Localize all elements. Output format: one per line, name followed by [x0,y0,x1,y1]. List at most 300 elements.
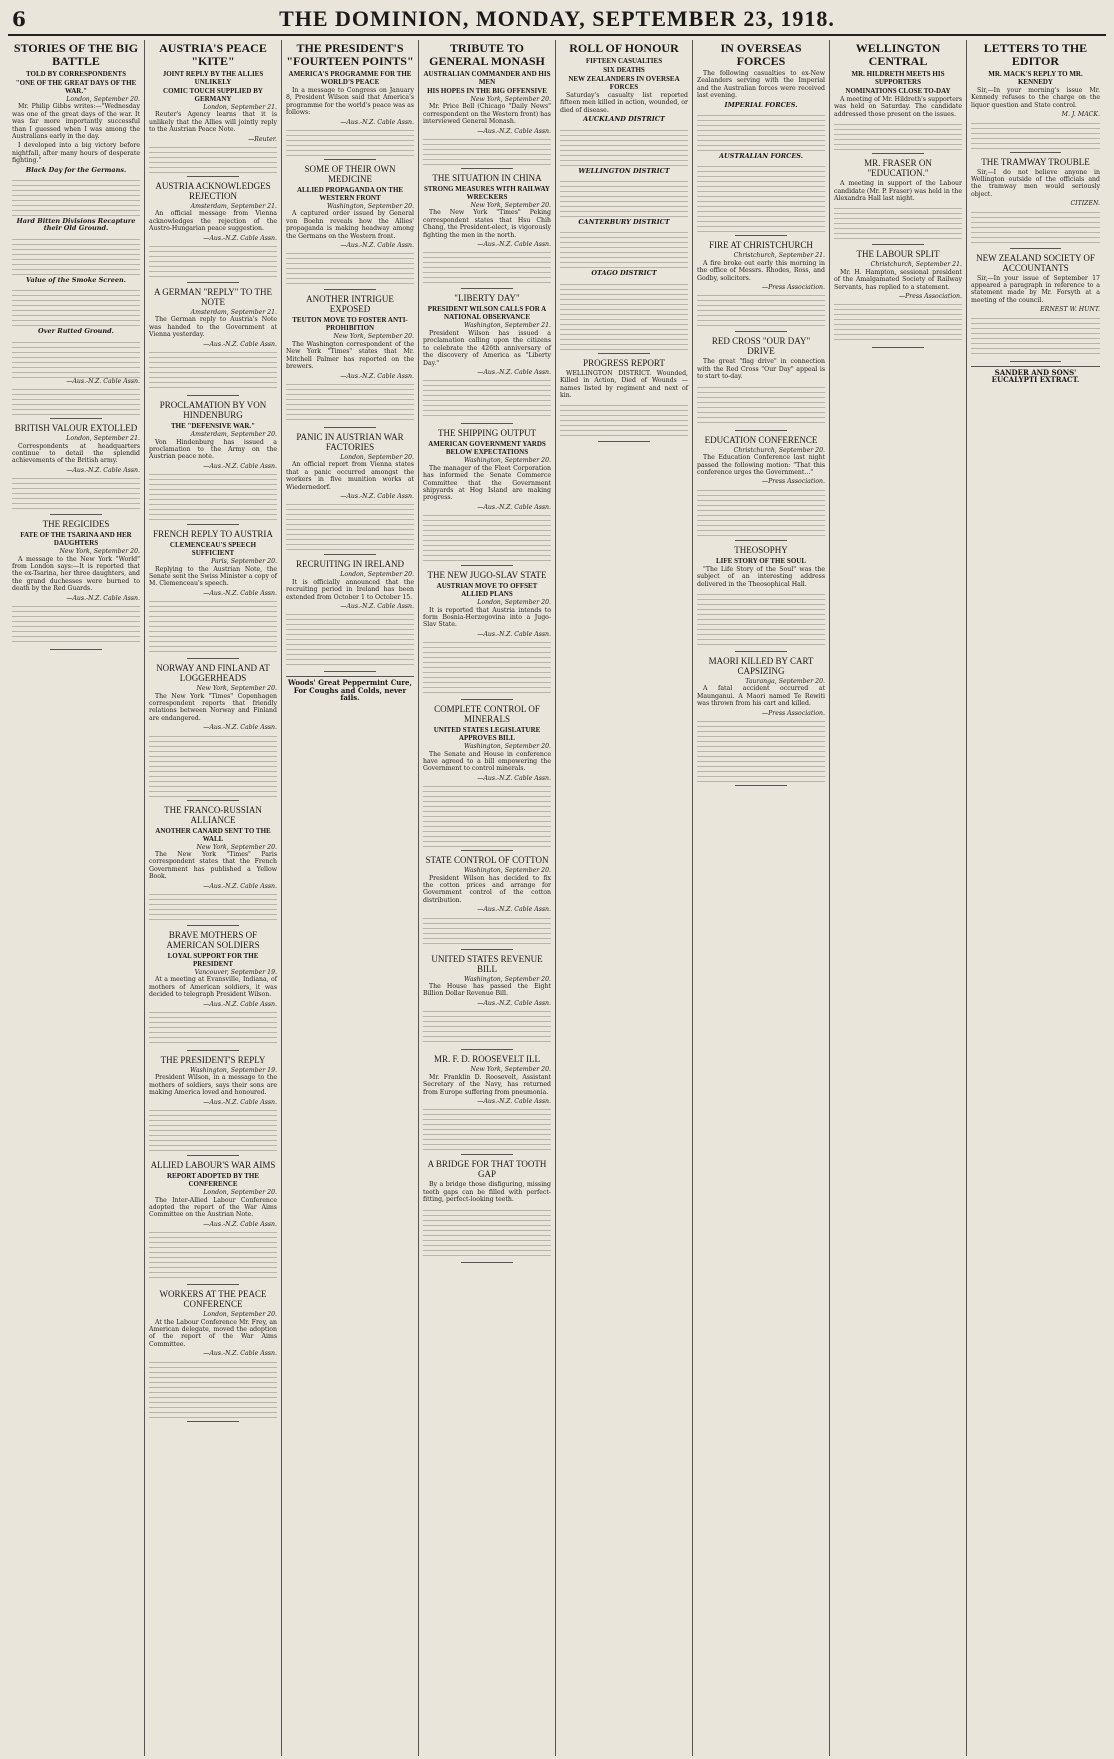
article-credit: —Aus.-N.Z. Cable Assn. [66,377,140,385]
article-subhead: FATE OF THE TSARINA AND HER DAUGHTERS [20,531,132,548]
article [423,954,551,1051]
article-divider [461,423,512,424]
article-headline: IN OVERSEAS FORCES [720,41,802,68]
article-dateline: New York, September 20. [470,202,551,210]
article-divider [187,395,238,396]
article-headline: THE PRESIDENT'S "FOURTEEN POINTS" [286,41,414,68]
article-paragraph: A fire broke out early this morning in the office of Messrs. Rhodes, Ross, and Godby, solicitors. [697,259,825,282]
article [697,240,825,332]
article-divider [187,1284,238,1285]
article-paragraph: Reuter's Agency learns that it is unlikely that the Allies will jointly reply to the Austrian Peace Note. [149,111,277,134]
article-dateline: Christchurch, September 21. [870,261,962,269]
article [697,42,825,236]
illegible-text [697,717,825,782]
article-dateline: Washington, September 20. [464,457,551,465]
illegible-text [560,228,688,268]
article-paragraph: It is reported that Austria intends to form Bosnia-Herzegovina into a Jugo-Slav State. [423,606,551,629]
illegible-text [697,202,825,232]
article-divider [872,347,923,348]
article-paragraph: At a meeting at Evansville, Indiana, of mothers of American soldiers, it was decided to telegraph President Wilson. [149,976,277,999]
article-credit: —Aus.-N.Z. Cable Assn. [203,462,277,470]
article-side-head: Value of the Smoke Screen. [26,275,126,284]
article-divider [187,524,238,525]
article-credit: —Aus.-N.Z. Cable Assn. [340,242,414,250]
article-paragraph: An official report from Vienna states that a panic occurred amongst the workers in five munition works at Wiedernedorf. [286,461,414,491]
article-credit: —Aus.-N.Z. Cable Assn. [340,118,414,126]
article [834,42,962,154]
article-credit: —Aus.-N.Z. Cable Assn. [340,372,414,380]
article-subhead: AMERICAN GOVERNMENT YARDS BELOW EXPECTATIONS [428,440,546,457]
article [423,173,551,289]
article-paragraph: A captured order issued by General von Boehn reveals how the Allies' propaganda is making headway among the Germans on the Western front. [286,210,414,240]
article-divider [324,671,375,672]
article-credit: —Aus.-N.Z. Cable Assn. [203,724,277,732]
article-side-head: OTAGO DISTRICT [591,269,657,278]
article-dateline: London, September 20. [477,599,551,607]
article-headline: LETTERS TO THE EDITOR [983,41,1088,68]
article [834,158,962,245]
article-signature: ERNEST W. HUNT. [1040,306,1100,314]
article-paragraph: The Inter-Allied Labour Conference adopted the report of the War Aims Committee on the Austrian Note. [149,1196,277,1219]
article-headline: PROCLAMATION BY VON HINDENBURG [159,400,267,421]
article-credit: —Aus.-N.Z. Cable Assn. [203,340,277,348]
page-number: 6 [12,7,26,31]
article-dateline: Washington, September 20. [464,743,551,751]
article-credit: —Aus.-N.Z. Cable Assn. [203,1000,277,1008]
article-paragraph: President Wilson has decided to fix the cotton prices and arrange for Government control of the cotton distribution. [423,874,551,904]
illegible-text [423,638,551,696]
masthead [8,6,1106,36]
article-divider [187,925,238,926]
illegible-text [149,890,277,922]
article [149,1055,277,1156]
article-paragraph: Mr. Price Bell (Chicago "Daily News" correspondent on the Western front) has interviewed General Monash. [423,103,551,126]
article-dateline: London, September 20. [340,453,414,461]
article [423,1159,551,1262]
illegible-text [423,782,551,847]
article-subhead: JOINT REPLY BY THE ALLIES UNLIKELY [162,70,264,86]
article-divider [1010,248,1062,249]
article-paragraph: An official message from Vienna acknowledges the rejection of the Austro-Hungarian peace suggestion. [149,210,277,233]
columns [8,40,1106,1756]
article [149,529,277,659]
illegible-text [560,320,688,350]
illegible-text [697,590,825,648]
article-divider [461,288,512,289]
article-credit: —Aus.-N.Z. Cable Assn. [477,127,551,135]
illegible-text [149,597,277,655]
article-divider [461,1049,512,1050]
article-headline: SOME OF THEIR OWN MEDICINE [304,164,396,185]
article-credit: —Aus.-N.Z. Cable Assn. [340,602,414,610]
article-dateline: New York, September 20. [333,333,414,341]
article-credit: —Press Association. [761,478,825,486]
article-headline: STATE CONTROL OF COTTON [425,855,549,866]
article-divider [187,1421,238,1422]
illegible-text [697,486,825,537]
article-paragraph: A message to the New York "World" from London says:—It is reported that the ex-Tsarina, her three daughters, and the grand duchesses were burned to death by the Red Guards. [12,555,140,593]
article-side-head: AUSTRALIAN FORCES. [718,152,804,161]
article-paragraph: Von Hindenburg has issued a proclamation to the Army on the Austrian peace note. [149,438,277,461]
article-paragraph: Replying to the Austrian Note, the Senate sent the Swiss Minister a copy of M. Clemenceau's speech. [149,565,277,588]
article-divider [872,153,923,154]
article-divider [1010,152,1062,153]
article-subhead: PRESIDENT WILSON CALLS FOR A NATIONAL OBSERVANCE [427,305,547,322]
article-subhead: ANOTHER CANARD SENT TO THE WALL [155,826,271,843]
illegible-text [423,248,551,285]
article-subhead: AMERICA'S PROGRAMME FOR THE WORLD'S PEACE [288,70,412,86]
article-headline: AUSTRIA'S PEACE "KITE" [159,41,267,68]
illegible-text [12,235,140,275]
article [971,157,1100,249]
illegible-text [560,280,688,320]
article-side-head: Hard Bitten Divisions Recapture their Old Ground. [16,217,136,233]
article-dateline: New York, September 20. [470,1066,551,1074]
article [149,805,277,926]
illegible-text [149,1228,277,1281]
article [12,519,140,650]
article-divider [735,785,786,786]
article-dateline: Christchurch, September 21. [733,252,825,260]
article-divider [187,800,238,801]
illegible-text [286,126,414,156]
article [149,1289,277,1421]
article-divider [187,1050,238,1051]
article-headline: UNITED STATES REVENUE BILL [431,953,543,974]
column-6 [693,40,830,1756]
article-paragraph: "The Life Story of the Soul" was the subject of an interesting address delivered in the Theosophical Hall. [697,565,825,588]
article-paragraph: A meeting in support of the Labour candidate (Mr. P. Fraser) was held in the Alexandra Hall last night. [834,180,962,203]
article-dateline: New York, September 20. [59,548,140,556]
article-headline: COMPLETE CONTROL OF MINERALS [434,704,540,725]
article-credit: —Aus.-N.Z. Cable Assn. [203,882,277,890]
illegible-text [697,111,825,151]
article-dateline: Washington, September 21. [464,322,551,330]
illegible-text [560,177,688,217]
illegible-text [149,1358,277,1418]
article-credit: —Aus.-N.Z. Cable Assn. [340,492,414,500]
article-paragraph: Mr. Franklin D. Roosevelt, Assistant Secretary of the Navy, has returned from Europe suffering from pneumonia. [423,1073,551,1096]
illegible-text [423,376,551,420]
article-credit: —Press Association. [898,293,962,301]
illegible-text [834,204,962,241]
article-divider [1010,361,1062,362]
article-dateline: Paris, September 20. [211,558,277,566]
article-dateline: Washington, September 20. [464,867,551,875]
illegible-text [149,470,277,521]
article-paragraph: Saturday's casualty list reported fifteen men killed in action, wounded, or died of disease. [560,92,688,114]
article-side-head: Black Day for the Germans. [25,165,127,174]
article-divider [50,649,101,650]
article-subhead: COMIC TOUCH SUPPLIED BY GERMANY [163,87,263,103]
article [834,249,962,348]
article-paragraph: The following casualties to ex-New Zealanders serving with the Imperial and the Australian forces were received last evening. [697,70,825,100]
illegible-text [971,208,1100,245]
article-headline: RED CROSS "OUR DAY" DRIVE [711,336,811,357]
article-headline: THE NEW JUGO-SLAV STATE [427,570,547,581]
article-signature: CITIZEN. [1070,200,1100,208]
article-paragraph: Sir,—I do not believe anyone in Wellington outside of the officials and the tramway men would seriously object. [971,168,1100,198]
article [423,42,551,169]
illegible-text [12,385,140,415]
article-divider [461,1154,512,1155]
article-divider [324,289,375,290]
article-credit: —Aus.-N.Z. Cable Assn. [477,1097,551,1105]
article [423,570,551,700]
article-paragraph: The House has passed the Eight Billion Dollar Revenue Bill. [423,983,551,998]
article-paragraph: President Wilson, in a message to the mothers of soldiers, says their sons are making America loved and honoured. [149,1074,277,1097]
article-headline: EDUCATION CONFERENCE [704,434,818,445]
article-subhead: "ONE OF THE GREAT DAYS OF THE WAR." [15,79,137,95]
article-dateline: London, September 20. [66,96,140,103]
article-credit: —Aus.-N.Z. Cable Assn. [66,466,140,474]
article-divider [598,353,649,354]
article-dateline: Amsterdam, September 21. [190,203,277,211]
article-divider [461,850,512,851]
article [423,704,551,851]
article-subhead: TOLD BY CORRESPONDENTS [26,70,126,78]
article [149,400,277,525]
article-divider [735,651,786,652]
illegible-text [12,338,140,378]
illegible-text [971,119,1100,149]
illegible-text [12,176,140,216]
article-subhead: NOMINATIONS CLOSE TO-DAY [845,87,951,95]
article-headline: THE SHIPPING OUTPUT [437,428,536,439]
article-headline: MAORI KILLED BY CART CAPSIZING [708,655,814,676]
article-dateline: Vancouver, September 19. [194,969,277,977]
article-dateline: Amsterdam, September 20. [190,431,277,439]
article-subhead: NEW ZEALANDERS IN OVERSEA FORCES [568,75,680,91]
article [697,545,825,652]
article-subhead: AUSTRALIAN COMMANDER AND HIS MEN [423,70,551,86]
article-divider [735,430,786,431]
article [286,432,414,555]
article [971,253,1100,362]
article-credit: —Aus.-N.Z. Cable Assn. [203,234,277,242]
article [149,287,277,396]
article-headline: THE FRANCO-RUSSIAN ALLIANCE [164,804,262,825]
article [12,423,140,515]
article-dateline: Washington, September 19. [190,1067,277,1075]
article-divider [187,1155,238,1156]
article [560,358,688,443]
article-subhead: MR. MACK'S REPLY TO MR. KENNEDY [988,70,1083,86]
illegible-text [834,120,962,150]
article-subhead: LOYAL SUPPORT FOR THE PRESIDENT [167,952,259,969]
article [697,435,825,541]
article-headline: THE PRESIDENT'S REPLY [160,1055,266,1066]
article-divider [50,418,101,419]
article-paragraph: The New York "Times" Copenhagen correspondent reports that friendly relations between Norway and Finland are endangered. [149,692,277,722]
article-credit: —Aus.-N.Z. Cable Assn. [203,1098,277,1106]
article-paragraph: The New York "Times" Paris correspondent states that the French Government has published a Yellow Book. [149,851,277,881]
article-headline: TRIBUTE TO GENERAL MONASH [429,41,545,68]
article-subhead: TEUTON MOVE TO FOSTER ANTI-PROHIBITION [292,316,408,333]
illegible-text [423,1105,551,1151]
article-paragraph: Sir,—In your morning's issue Mr. Kennedy refuses to the charge on the liquor question and State control. [971,87,1100,109]
article-credit: —Press Association. [761,709,825,717]
illegible-text [286,249,414,286]
article-paragraph: By a bridge those disfiguring, missing teeth gaps can be filled with perfect-fitting, perfect-looking teeth. [423,1181,551,1204]
article-divider [461,565,512,566]
article-headline: BRITISH VALOUR EXTOLLED [14,423,138,434]
article-divider [187,282,238,283]
article-divider [461,168,512,169]
article-paragraph: The Senate and House in conference have agreed to a bill empowering the Government to control minerals. [423,750,551,773]
illegible-text [423,511,551,562]
column-3 [282,40,419,1756]
article-headline: ALLIED LABOUR'S WAR AIMS [150,1160,276,1171]
article-headline: THE TRAMWAY TROUBLE [981,156,1090,167]
article-side-head: IMPERIAL FORCES. [724,100,798,109]
article-dateline: New York, September 20. [196,685,277,693]
article-paragraph: I developed into a big victory before nightfall, after many hours of desperate fighting." [12,142,140,165]
article-divider [187,176,238,177]
article-credit: —Aus.-N.Z. Cable Assn. [203,1220,277,1228]
article-headline: THEOSOPHY [734,544,788,555]
article-divider [735,235,786,236]
article [286,294,414,427]
article [149,181,277,283]
article-headline: PANIC IN AUSTRIAN WAR FACTORIES [296,431,404,452]
illegible-text [149,1106,277,1152]
article-credit: —Aus.-N.Z. Cable Assn. [66,594,140,602]
article [423,293,551,424]
article [149,663,277,800]
article-paragraph: It is officially announced that the recruiting period in Ireland has been extended from October 1 to October 15. [286,578,414,601]
article-credit: —Press Association. [761,284,825,292]
article-headline: MR. FRASER ON "EDUCATION." [864,158,932,179]
article-paragraph: The German reply to Austria's Note was handed to the Government at Vienna yesterday. [149,316,277,339]
article-headline: WORKERS AT THE PEACE CONFERENCE [159,1289,267,1310]
article-headline: AUSTRIA ACKNOWLEDGES REJECTION [155,181,271,202]
article-dateline: London, September 20. [203,1311,277,1319]
article-subhead: UNITED STATES LEGISLATURE APPROVES BILL [433,726,541,743]
article [697,336,825,430]
article [12,42,140,419]
illegible-text [286,610,414,668]
article-paragraph: At the Labour Conference Mr. Frey, an American delegate, moved the adoption of the report of the War Aims Committee. [149,1318,277,1348]
column-1 [8,40,145,1756]
article-credit: —Aus.-N.Z. Cable Assn. [477,241,551,249]
article-dateline: Tauranga, September 20. [745,677,825,685]
article-divider [735,540,786,541]
article-dateline: Washington, September 20. [327,203,414,211]
article-headline: NORWAY AND FINLAND AT LOGGERHEADS [156,663,270,684]
article [423,1054,551,1155]
article-subhead: ALLIED PROPAGANDA ON THE WESTERN FRONT [296,186,404,203]
article-credit: —Aus.-N.Z. Cable Assn. [477,906,551,914]
article-credit: —Reuter. [248,135,277,143]
article-divider [598,441,649,442]
article-subhead: CLEMENCEAU'S SPEECH SUFFICIENT [169,541,257,558]
article-headline: THE LABOUR SPLIT [856,249,940,260]
article-dateline: Amsterdam, September 21. [190,309,277,317]
article-divider [324,159,375,160]
article-dateline: Christchurch, September 20. [733,446,825,454]
illegible-text [423,1007,551,1046]
advertisement: Woods' Great Peppermint Cure, For Coughs and Colds, never fails. [286,676,414,701]
illegible-text [971,314,1100,358]
article-divider [187,658,238,659]
article [971,42,1100,153]
article-headline: FIRE AT CHRISTCHURCH [709,240,813,251]
article [286,42,414,160]
illegible-text [149,348,277,392]
article-dateline: New York, September 20. [196,843,277,851]
article-subhead: THE "DEFENSIVE WAR." [170,422,256,431]
article-headline: ANOTHER INTRIGUE EXPOSED [306,294,394,315]
article-subhead: REPORT ADOPTED BY THE CONFERENCE [166,1172,259,1189]
article-dateline: London, September 21. [66,435,140,443]
article-paragraph: WELLINGTON DISTRICT. Wounded, Killed in Action, Died of Wounds — names listed by regiment and next of kin. [560,369,688,400]
article-headline: RECRUITING IN IRELAND [296,559,404,570]
article-headline: WELLINGTON CENTRAL [855,41,941,68]
article-subhead: MR. HILDRETH MEETS HIS SUPPORTERS [851,70,945,86]
article-subhead: HIS HOPES IN THE BIG OFFENSIVE [427,87,547,95]
article-paragraph: The New York "Times" Peking correspondent states that Hsu Chih Chang, the President-elect, is vigorously fighting the men in the north. [423,209,551,239]
article-dateline: Washington, September 20. [464,975,551,983]
article [149,1160,277,1285]
illegible-text [12,286,140,326]
article-side-head: WELLINGTON DISTRICT [578,166,670,175]
column-2 [145,40,282,1756]
article-signature: M. J. MACK. [1061,111,1100,119]
article-side-head: Over Rutted Ground. [38,327,114,336]
illegible-text [149,732,277,797]
article-paragraph: A fatal accident occurred at Maunganui. A Maori named Te Rewiti was thrown from his cart and killed. [697,685,825,708]
illegible-text [149,143,277,173]
illegible-text [834,300,962,344]
article [423,428,551,566]
article-side-head: AUCKLAND DISTRICT [583,115,665,124]
article-headline: THE REGICIDES [42,519,110,530]
article [560,42,688,354]
illegible-text [697,291,825,328]
illegible-text [423,1206,551,1259]
article-credit: —Aus.-N.Z. Cable Assn. [477,503,551,511]
illegible-text [12,602,140,646]
article-dateline: New York, September 20. [470,96,551,103]
article-divider [324,554,375,555]
column-8 [967,40,1104,1756]
article-credit: —Aus.-N.Z. Cable Assn. [477,368,551,376]
article-paragraph: Correspondents at headquarters continue to detail the splendid achievements of the British army. [12,442,140,465]
article-paragraph: The Education Conference last night passed the following motion: "That this conference urges the Government..." [697,454,825,476]
article-headline: A BRIDGE FOR THAT TOOTH GAP [427,1159,547,1180]
article-headline: BRAVE MOTHERS OF AMERICAN SOLDIERS [166,930,260,951]
illegible-text [286,380,414,424]
article-divider [461,1262,512,1263]
illegible-text [149,242,277,279]
article-paragraph: President Wilson has issued a proclamation calling upon the citizens to celebrate the 426th anniversary of the discovery of America as "Liberty Day." [423,329,551,367]
article-credit: —Aus.-N.Z. Cable Assn. [477,630,551,638]
column-7 [830,40,967,1756]
article-subhead: LIFE STORY OF THE SOUL [715,556,806,565]
article [286,164,414,290]
article [423,855,551,949]
article-credit: —Aus.-N.Z. Cable Assn. [477,774,551,782]
illegible-text [423,914,551,946]
article-dateline: London, September 21. [203,104,277,111]
article-credit: —Aus.-N.Z. Cable Assn. [203,1350,277,1358]
article-headline: ROLL OF HONOUR [569,41,679,55]
illegible-text [423,135,551,165]
article-paragraph: In a message to Congress on January 8, President Wilson said that America's programme for the world's peace was as follows: [286,87,414,117]
article-paragraph: The manager of the Fleet Corporation has informed the Senate Commerce Committee that the Government shipyards at Hog Island are making progress. [423,464,551,502]
article-credit: —Aus.-N.Z. Cable Assn. [203,589,277,597]
